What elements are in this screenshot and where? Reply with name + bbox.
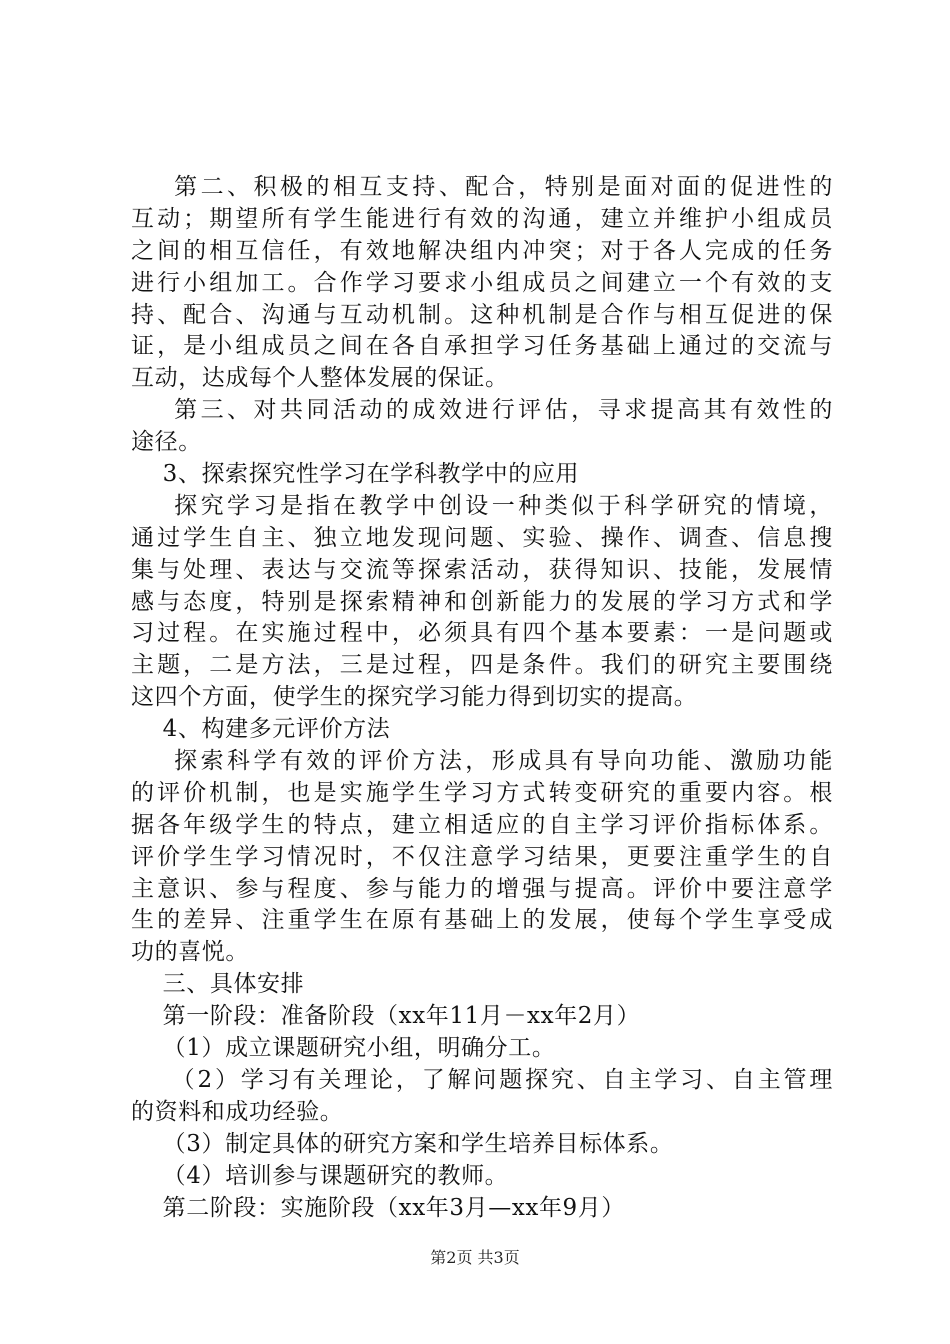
text-line: 主题，二是方法，三是过程，四是条件。我们的研究主要围绕 — [131, 652, 833, 679]
text-line: （4）培训参与课题研究的教师。 — [131, 1162, 509, 1189]
text-line: 第二阶段：实施阶段（xx年3月—xx年9月） — [131, 1194, 625, 1221]
text-line: 习过程。在实施过程中，必须具有四个基本要素：一是问题或 — [131, 620, 833, 647]
text-line: 据各年级学生的特点，建立相适应的自主学习评价指标体系。 — [131, 811, 833, 838]
text-line: 集与处理、表达与交流等探索活动，获得知识、技能，发展情 — [131, 556, 833, 583]
text-line: 的评价机制，也是实施学生学习方式转变研究的重要内容。根 — [131, 779, 833, 806]
text-line: 通过学生自主、独立地发现问题、实验、操作、调查、信息搜 — [131, 524, 833, 551]
document-body — [131, 172, 833, 1224]
text-line: 探索科学有效的评价方法，形成具有导向功能、激励功能 — [131, 748, 833, 775]
text-line: （3）制定具体的研究方案和学生培养目标体系。 — [131, 1130, 674, 1157]
text-line: 功的喜悦。 — [131, 939, 249, 966]
text-line: 互动，达成每个人整体发展的保证。 — [131, 365, 509, 392]
text-line: 主意识、参与程度、参与能力的增强与提高。评价中要注意学 — [131, 875, 833, 902]
text-line: 第三、对共同活动的成效进行评估，寻求提高其有效性的 — [131, 397, 833, 424]
text-line: 生的差异、注重学生在原有基础上的发展，使每个学生享受成 — [131, 907, 833, 934]
text-line: 互动；期望所有学生能进行有效的沟通，建立并维护小组成员 — [131, 205, 833, 232]
text-line: 途径。 — [131, 429, 202, 456]
text-line: 的资料和成功经验。 — [131, 1098, 344, 1125]
text-line: 探究学习是指在教学中创设一种类似于科学研究的情境， — [131, 492, 833, 519]
text-line: 证，是小组成员之间在各自承担学习任务基础上通过的交流与 — [131, 333, 833, 360]
text-line: 第一阶段：准备阶段（xx年11月－xx年2月） — [131, 1003, 641, 1030]
text-line: 4、构建多元评价方法 — [131, 716, 391, 743]
text-line: 持、配合、沟通与互动机制。这种机制是合作与相互促进的保 — [131, 301, 833, 328]
page-footer: 第2页 共3页 — [430, 1248, 520, 1267]
text-line: 进行小组加工。合作学习要求小组成员之间建立一个有效的支 — [131, 269, 833, 296]
text-line: 三、具体安排 — [131, 971, 305, 998]
text-line: （2）学习有关理论，了解问题探究、自主学习、自主管理 — [131, 1066, 833, 1093]
text-line: 之间的相互信任，有效地解决组内冲突；对于各人完成的任务 — [131, 237, 833, 264]
text-line: 第二、积极的相互支持、配合，特别是面对面的促进性的 — [131, 174, 833, 200]
text-line: 感与态度，特别是探索精神和创新能力的发展的学习方式和学 — [131, 588, 833, 615]
text-line: 这四个方面，使学生的探究学习能力得到切实的提高。 — [131, 684, 698, 711]
text-line: 评价学生学习情况时，不仅注意学习结果，更要注重学生的自 — [131, 843, 833, 870]
text-line: （1）成立课题研究小组，明确分工。 — [131, 1035, 556, 1062]
text-line: 3、探索探究性学习在学科教学中的应用 — [131, 461, 580, 488]
